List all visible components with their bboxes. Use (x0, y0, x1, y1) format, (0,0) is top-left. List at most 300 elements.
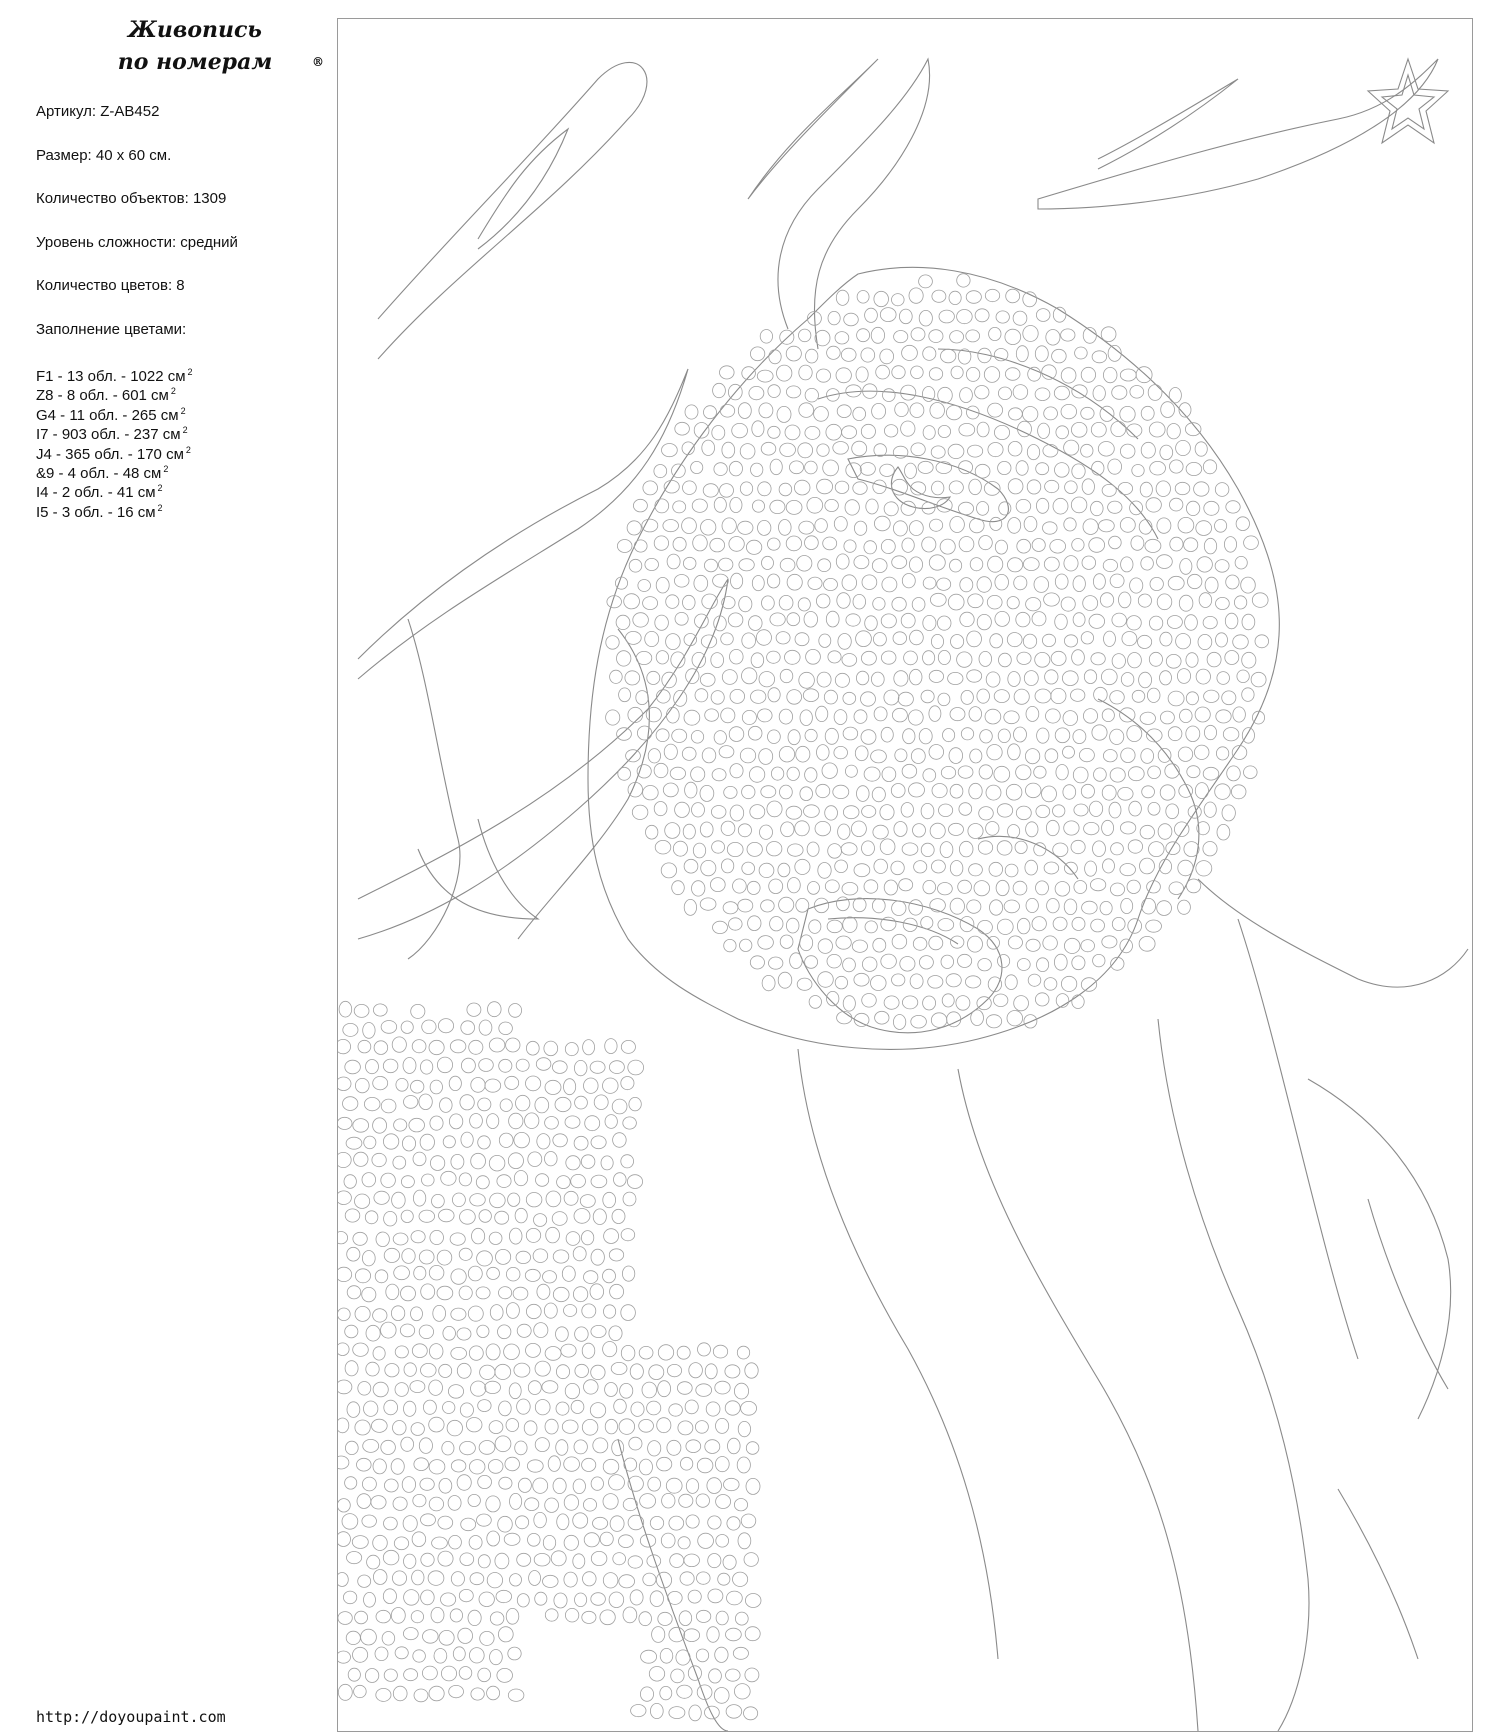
paint-cell (663, 783, 678, 797)
paint-cell (478, 1668, 491, 1682)
paint-cell (691, 461, 703, 473)
paint-cell (1141, 406, 1154, 420)
paint-cell (833, 442, 849, 455)
paint-cell (697, 1572, 711, 1584)
paint-cell (873, 825, 888, 839)
paint-cell (798, 443, 813, 458)
paint-cell (975, 464, 990, 478)
paint-cell (980, 730, 993, 743)
paint-cell (373, 1118, 387, 1133)
paint-cell (573, 1287, 587, 1302)
paint-cell (624, 594, 640, 609)
paint-cell (1195, 442, 1207, 456)
paint-cell (338, 1267, 352, 1281)
paint-cell (663, 520, 679, 532)
paint-cell (701, 520, 716, 536)
paint-cell (697, 1458, 713, 1473)
paint-cell (730, 689, 745, 703)
paint-cell (394, 1537, 408, 1550)
legend-row (36, 402, 193, 424)
paint-cell (713, 574, 729, 587)
paint-cell (866, 499, 878, 514)
paint-cell (921, 803, 934, 818)
paint-cell (396, 1078, 408, 1091)
paint-cell (499, 1133, 513, 1147)
paint-cell (526, 1228, 540, 1242)
paint-cell (429, 1417, 444, 1432)
paint-cell (808, 577, 822, 589)
paint-cell (788, 878, 801, 893)
paint-cell (1223, 728, 1239, 741)
paint-cell (486, 1496, 500, 1512)
paint-cell (880, 839, 895, 855)
paint-cell (375, 1647, 388, 1661)
paint-cell (752, 576, 764, 591)
paint-cell (979, 765, 992, 779)
paint-cell (487, 1573, 502, 1588)
paint-cell (1120, 708, 1135, 722)
paint-cell (392, 1192, 406, 1208)
paint-cell (1025, 783, 1041, 798)
paint-cell (996, 880, 1009, 895)
paint-cell (930, 593, 946, 606)
paint-cell (806, 349, 818, 363)
paint-cell (946, 405, 961, 419)
paint-cell (516, 1251, 531, 1263)
paint-cell (451, 1347, 467, 1359)
paint-cell (804, 805, 820, 818)
paint-cell (958, 502, 973, 515)
paint-cell (514, 1171, 527, 1186)
paint-cell (629, 1437, 642, 1450)
paint-cell (728, 613, 743, 627)
paint-cell (978, 959, 992, 971)
paint-cell (805, 388, 818, 402)
paint-cell (610, 1284, 624, 1299)
brand-line-2: по номерам (117, 49, 273, 75)
paint-cell (650, 1703, 663, 1718)
paint-cell (806, 649, 821, 664)
paint-cell (361, 1629, 377, 1645)
paint-cell (453, 1647, 465, 1661)
paint-cell (738, 1533, 751, 1549)
paint-cell (362, 1251, 375, 1266)
paint-cell (652, 1627, 665, 1643)
paint-cell (742, 668, 757, 684)
paint-cell (1072, 650, 1085, 665)
paint-cell (977, 689, 990, 703)
legend-text: G4 - 11 обл. - 265 см (36, 406, 179, 424)
paint-cell (1236, 517, 1249, 531)
paint-cell (874, 859, 888, 873)
paint-cell (419, 1325, 433, 1339)
paint-cell (997, 804, 1012, 817)
paint-cell (441, 1171, 456, 1185)
paint-cell (853, 594, 866, 609)
paint-cell (740, 444, 755, 459)
paint-cell (843, 727, 858, 740)
paint-cell (1130, 578, 1143, 593)
legend-unit: 2 (185, 444, 191, 455)
paint-cell (355, 1611, 368, 1624)
paint-cell (1242, 688, 1254, 702)
paint-cell (564, 1305, 577, 1317)
paint-cell (573, 1554, 585, 1569)
paint-cell (1043, 522, 1058, 534)
paint-cell (959, 423, 975, 436)
paint-cell (940, 842, 953, 858)
paint-cell (1064, 556, 1078, 571)
paint-cell (564, 1457, 580, 1471)
paint-cell (854, 973, 869, 986)
paint-cell (439, 1364, 452, 1377)
paint-cell (1018, 421, 1032, 437)
paint-cell (478, 1400, 491, 1412)
paint-cell (1100, 901, 1112, 914)
paint-cell (411, 1611, 423, 1623)
paint-cell (617, 540, 632, 553)
paint-cell (938, 387, 953, 403)
paint-cell (1008, 558, 1023, 572)
paint-cell (795, 821, 810, 836)
paint-cell (437, 1057, 452, 1073)
paint-cell (451, 1572, 464, 1586)
paint-cell (654, 763, 668, 777)
paint-cell (606, 636, 619, 650)
legend-row (36, 382, 193, 405)
paint-cell (741, 1514, 756, 1528)
paint-cell (833, 785, 849, 798)
paint-cell (930, 519, 943, 531)
paint-cell (614, 1173, 627, 1187)
paint-cell (733, 879, 747, 893)
paint-cell (825, 880, 839, 893)
paint-cell (836, 936, 851, 949)
paint-cell (1045, 749, 1058, 763)
paint-cell (718, 1573, 730, 1585)
paint-cell (747, 842, 762, 856)
paint-cell (1186, 501, 1199, 515)
paint-cell (1180, 709, 1193, 722)
paint-cell (796, 746, 810, 762)
paint-cell (909, 557, 922, 572)
paint-cell (777, 365, 792, 381)
paint-cell (1142, 898, 1156, 914)
paint-cell (707, 1478, 722, 1494)
paint-cell (1119, 592, 1131, 608)
paint-cell (815, 330, 830, 346)
paint-cell (884, 425, 897, 437)
paint-cell (451, 1269, 466, 1284)
paint-cell (902, 538, 914, 552)
paint-cell (760, 330, 772, 344)
paint-cell (534, 1512, 547, 1527)
paint-cell (988, 977, 1001, 992)
paint-cell (871, 976, 887, 991)
paint-cell (780, 330, 794, 344)
paint-cell (714, 463, 727, 476)
paint-cell (937, 578, 951, 590)
paint-cell (1224, 537, 1236, 553)
paint-cell (619, 1535, 634, 1548)
paint-cell (959, 841, 973, 857)
paint-cell (872, 403, 886, 419)
paint-cell (1036, 309, 1050, 322)
paint-cell (862, 994, 877, 1008)
paint-cell (373, 1004, 387, 1016)
paint-cell (684, 899, 696, 915)
paint-cell (373, 1347, 385, 1360)
paint-cell (611, 1362, 627, 1374)
paint-cell (706, 1402, 720, 1416)
paint-cell (1138, 594, 1151, 607)
paint-cell (383, 1550, 399, 1565)
paint-cell (987, 745, 1002, 760)
paint-cell (770, 613, 785, 626)
paint-cell (684, 1629, 700, 1642)
paint-cell (362, 1515, 377, 1527)
paint-cell (1032, 917, 1046, 931)
paint-cell (1138, 635, 1152, 648)
paint-cell (517, 1553, 531, 1566)
paint-cell (1112, 917, 1125, 930)
paint-cell (420, 1134, 434, 1150)
legend-row (36, 499, 193, 521)
paint-cell (654, 536, 668, 550)
paint-cell (1024, 671, 1038, 686)
paint-cell (1226, 501, 1240, 513)
paint-cell (1166, 842, 1180, 855)
paint-cell (346, 1137, 362, 1149)
paint-cell (1156, 481, 1170, 497)
paint-cell (1082, 901, 1098, 914)
paint-cell (489, 1038, 505, 1052)
paint-cell (623, 1117, 637, 1129)
paint-cell (903, 729, 915, 744)
paint-cell (836, 368, 851, 383)
paint-cell (393, 1233, 408, 1245)
paint-cell (439, 1630, 454, 1645)
paint-cell (939, 310, 954, 323)
paint-cell (1226, 575, 1239, 589)
paint-cell (894, 671, 908, 686)
paint-cell (362, 1173, 376, 1187)
paint-cell (1063, 746, 1075, 758)
paint-cell (752, 500, 764, 512)
paint-cell (762, 975, 775, 990)
website-link[interactable]: http://doyoupaint.com (36, 1708, 226, 1726)
paint-cell (946, 974, 961, 987)
paint-cell (509, 1004, 522, 1018)
paint-cell (921, 690, 934, 703)
paint-cell (546, 1227, 560, 1243)
paint-cell (745, 1627, 760, 1641)
paint-cell (696, 1610, 710, 1622)
paint-cell (374, 1041, 388, 1055)
paint-cell (1054, 386, 1069, 400)
paint-cell (392, 1037, 406, 1052)
paint-cell (601, 1156, 613, 1170)
paint-cell (808, 882, 820, 895)
paint-cell (692, 499, 707, 512)
paint-cell (383, 1134, 398, 1149)
paint-cell (865, 921, 877, 933)
paint-cell (459, 1173, 471, 1186)
paint-cell (1034, 843, 1046, 856)
paint-cell (836, 290, 849, 305)
paint-cell (623, 1498, 637, 1510)
paint-cell (1203, 842, 1217, 856)
mane-stroke (798, 1049, 998, 1659)
paint-cell (411, 1423, 424, 1436)
paint-cell (727, 1517, 740, 1530)
paint-cell (1108, 501, 1122, 513)
paint-cell (957, 274, 970, 287)
paint-cell (1112, 613, 1127, 627)
paint-cell (874, 444, 887, 457)
paint-cell (673, 501, 686, 513)
paint-cell (536, 1174, 549, 1187)
paint-cell (767, 651, 781, 663)
paint-cell (929, 555, 945, 570)
paint-cell (720, 366, 735, 379)
paint-cell (1081, 407, 1094, 419)
paint-cell (1046, 709, 1061, 723)
paint-cell (721, 633, 734, 645)
paint-cell (656, 729, 669, 742)
paint-cell (412, 1570, 424, 1585)
paint-cell (420, 1060, 432, 1074)
paint-cell (545, 1152, 558, 1166)
paint-cell (1084, 822, 1099, 834)
paint-cell (1121, 673, 1134, 687)
paint-cell (564, 1495, 578, 1511)
paint-cell (451, 1460, 466, 1472)
paint-cell (1178, 860, 1193, 876)
paint-cell (1032, 539, 1045, 552)
paint-cell (988, 403, 1003, 417)
paint-cell (769, 879, 783, 894)
paint-cell (619, 1419, 635, 1435)
paint-cell (880, 805, 894, 820)
paint-cell (698, 1343, 711, 1356)
paint-cell (1149, 652, 1162, 666)
paint-cell (338, 1380, 352, 1394)
paint-cell (705, 1440, 720, 1454)
paint-cell (461, 1132, 473, 1147)
paint-cell (959, 537, 974, 552)
paint-cell (1073, 613, 1085, 627)
paint-cell (591, 1365, 605, 1379)
paint-cell (710, 878, 725, 892)
paint-cell (472, 1228, 485, 1244)
paint-cell (643, 597, 658, 610)
paint-cell (537, 1284, 550, 1299)
paint-cell (746, 1478, 760, 1494)
paint-cell (682, 747, 696, 760)
paint-cell (422, 1174, 435, 1186)
paint-cell (373, 1570, 387, 1585)
paint-cell (996, 311, 1009, 323)
paint-cell (603, 1078, 619, 1093)
paint-cell (1025, 749, 1039, 764)
paint-cell (664, 744, 677, 759)
paint-cell (1008, 518, 1021, 534)
paint-cell (726, 1669, 741, 1681)
paint-cell (623, 1192, 636, 1206)
paint-cell (1157, 555, 1173, 569)
paint-cell (941, 955, 954, 968)
paint-cell (487, 1267, 500, 1279)
paint-cell (780, 443, 796, 456)
paint-cell (666, 634, 681, 650)
paint-cell (591, 1477, 603, 1490)
paint-cell (919, 729, 932, 744)
paint-cell (932, 481, 944, 495)
paint-cell (767, 574, 779, 588)
paint-cell (950, 898, 964, 914)
paint-cell (628, 782, 643, 797)
paint-cell (965, 976, 980, 988)
paint-cell (630, 1364, 643, 1379)
paint-cell (938, 883, 953, 895)
paint-cell (864, 767, 880, 781)
paint-cell (650, 1516, 663, 1529)
paint-cell (412, 1532, 426, 1547)
paint-cell (966, 291, 981, 304)
paint-cell (758, 936, 774, 950)
paint-cell (909, 900, 923, 915)
paint-cell (545, 1609, 558, 1621)
paint-cell (979, 651, 992, 666)
paint-cell (1028, 974, 1041, 986)
paint-cell (1013, 385, 1028, 400)
paint-cell (837, 405, 851, 418)
paint-cell (381, 1173, 396, 1187)
paint-cell (767, 801, 782, 817)
paint-cell (1072, 995, 1084, 1009)
paint-cell (892, 974, 905, 986)
paint-cell (658, 1612, 672, 1625)
paint-cell (545, 1347, 561, 1361)
paint-cell (724, 786, 737, 798)
paint-cell (363, 1023, 375, 1039)
paint-cell (429, 1344, 443, 1359)
paint-cell (1203, 616, 1217, 628)
paint-cell (468, 1266, 482, 1281)
paint-cell (1101, 669, 1117, 685)
paint-cell (854, 710, 867, 724)
paint-cell (479, 1592, 494, 1607)
paint-cell (338, 1077, 351, 1091)
paint-cell (643, 1573, 656, 1586)
paint-cell (994, 690, 1009, 703)
paint-cell (574, 1209, 590, 1224)
paint-cell (714, 497, 726, 512)
brand-logo (80, 14, 324, 78)
paint-cell (645, 631, 659, 646)
paint-cell (901, 803, 913, 818)
paint-cell (621, 1229, 635, 1241)
paint-cell (1215, 784, 1231, 800)
paint-cell (1195, 783, 1208, 799)
paint-cell (485, 1381, 501, 1393)
paint-cell (734, 1499, 747, 1511)
paint-cell (1064, 862, 1077, 874)
paint-cell (1014, 576, 1027, 590)
paint-cell (994, 425, 1009, 439)
paint-cell (1100, 593, 1113, 607)
